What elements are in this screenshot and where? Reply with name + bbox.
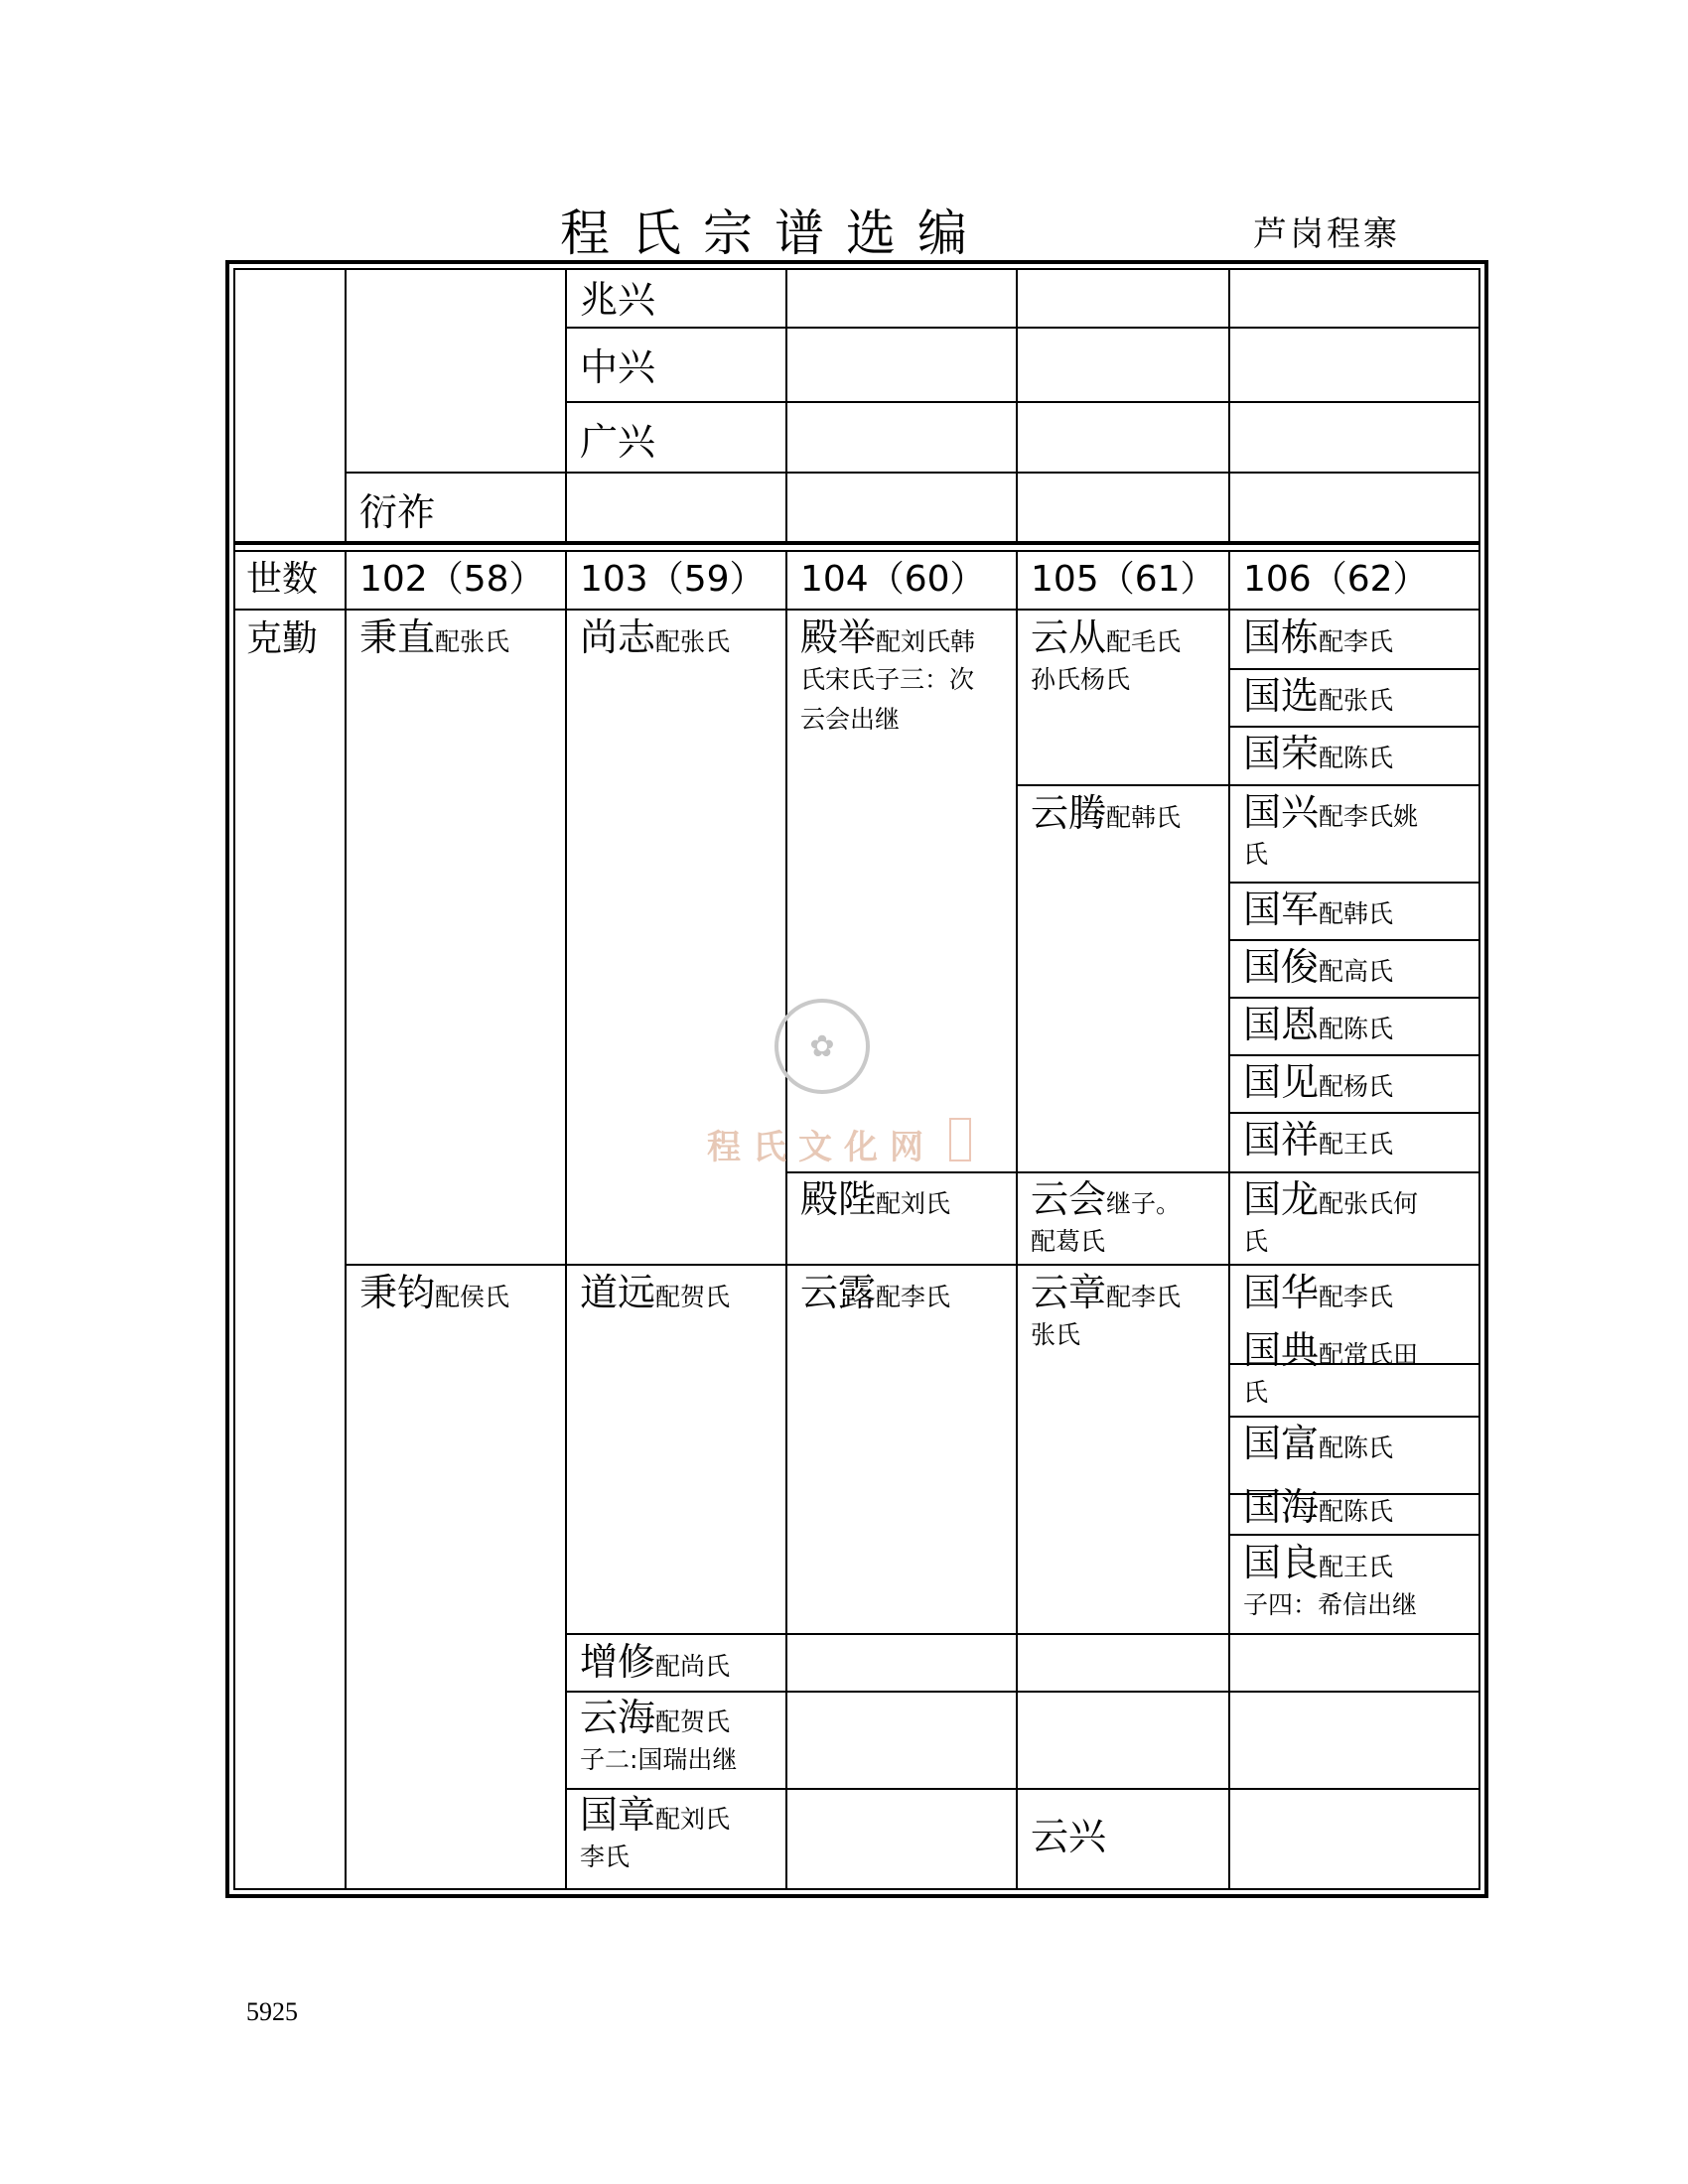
divider [785,269,787,543]
entry-g106: 国栋配李氏 [1243,615,1394,659]
divider [565,401,1479,403]
top-col2-name: 衍祚 [359,490,436,534]
entry-g103: 云海配贺氏 子二:国瑞出继 [580,1696,738,1774]
divider [565,1691,1479,1693]
divider [565,1788,1479,1790]
generation-column: 102（58） [359,559,545,600]
entry-g106: 国良配王氏 子四：希信出继 [1243,1541,1418,1619]
divider [1228,726,1479,728]
entry-g105: 云腾配韩氏 [1031,791,1182,835]
entry-g106: 国华配李氏 [1243,1271,1394,1314]
watermark-seal-icon: ✿ [774,999,870,1094]
entry-g106: 国典配常氏田 氏 [1243,1328,1419,1407]
entry-g103: 道远配贺氏 [580,1271,731,1314]
page-number: 5925 [246,1997,298,2026]
entry-g102: 秉钧配侯氏 [359,1271,510,1314]
divider [1016,269,1018,543]
divider [1228,1534,1479,1536]
entry-g106: 国恩配陈氏 [1243,1003,1394,1046]
divider [785,551,787,1889]
entry-g106: 国军配韩氏 [1243,887,1394,931]
entry-g105: 云章配李氏 张氏 [1031,1271,1182,1349]
section-separator [234,541,1479,545]
entry-g106: 国祥配王氏 [1243,1118,1394,1161]
divider [1016,551,1018,1889]
entry-g106: 国海配陈氏 [1243,1485,1394,1529]
divider [234,609,1479,611]
entry-g104: 殿陛配刘氏 [800,1177,951,1221]
entry-g103: 国章配刘氏 李氏 [580,1793,731,1871]
generation-column: 106（62） [1243,559,1429,600]
generation-column: 104（60） [800,559,986,600]
top-name: 中兴 [580,345,656,389]
divider [1228,997,1479,999]
entry-g104: 殿举配刘氏韩 氏宋氏子三：次 云会出继 [800,615,976,734]
entry-g105: 云兴 [1031,1815,1107,1858]
branch-label: 克勤 [246,618,319,659]
divider [1228,1416,1479,1418]
entry-g106: 国荣配陈氏 [1243,732,1394,775]
divider [1228,668,1479,670]
entry-g106: 国兴配李氏姚 氏 [1243,790,1419,869]
page-subtitle: 芦岗程寨 [1253,214,1400,254]
entry-g106: 国龙配张氏何 氏 [1243,1177,1419,1256]
divider [1228,882,1479,884]
entry-g105: 云从配毛氏 孙氏杨氏 [1031,615,1182,694]
divider [1228,551,1230,1889]
entry-g104: 云露配李氏 [800,1271,951,1314]
entry-g105: 云会继子。 配葛氏 [1031,1177,1182,1256]
divider [345,472,1479,474]
entry-g106: 国富配陈氏 [1243,1422,1394,1465]
divider [1228,939,1479,941]
divider [1016,784,1479,786]
watermark-stamp-icon [949,1118,971,1161]
page-title: 程氏宗谱选编 [560,205,989,262]
entry-g106: 国俊配高氏 [1243,945,1394,989]
divider [1228,1054,1479,1056]
generation-column: 105（61） [1031,559,1216,600]
divider [565,269,567,543]
entry-g103: 增修配尚氏 [580,1640,731,1684]
generation-label: 世数 [246,559,319,600]
entry-g103: 尚志配张氏 [580,615,731,659]
divider [565,551,567,1889]
top-name: 广兴 [580,420,656,464]
divider [345,1264,1479,1266]
divider [1228,1112,1479,1114]
divider [345,551,347,1889]
top-name: 兆兴 [580,278,656,322]
section-separator [234,550,1479,552]
entry-g106: 国见配杨氏 [1243,1060,1394,1104]
entry-g106: 国选配张氏 [1243,674,1394,718]
entry-g102: 秉直配张氏 [359,615,510,659]
generation-column: 103（59） [580,559,766,600]
divider [565,1633,1479,1635]
divider [1228,269,1230,543]
divider [565,327,1479,329]
divider [345,269,347,543]
watermark-text: 程氏文化网 [707,1128,935,1167]
divider [785,1171,1479,1173]
